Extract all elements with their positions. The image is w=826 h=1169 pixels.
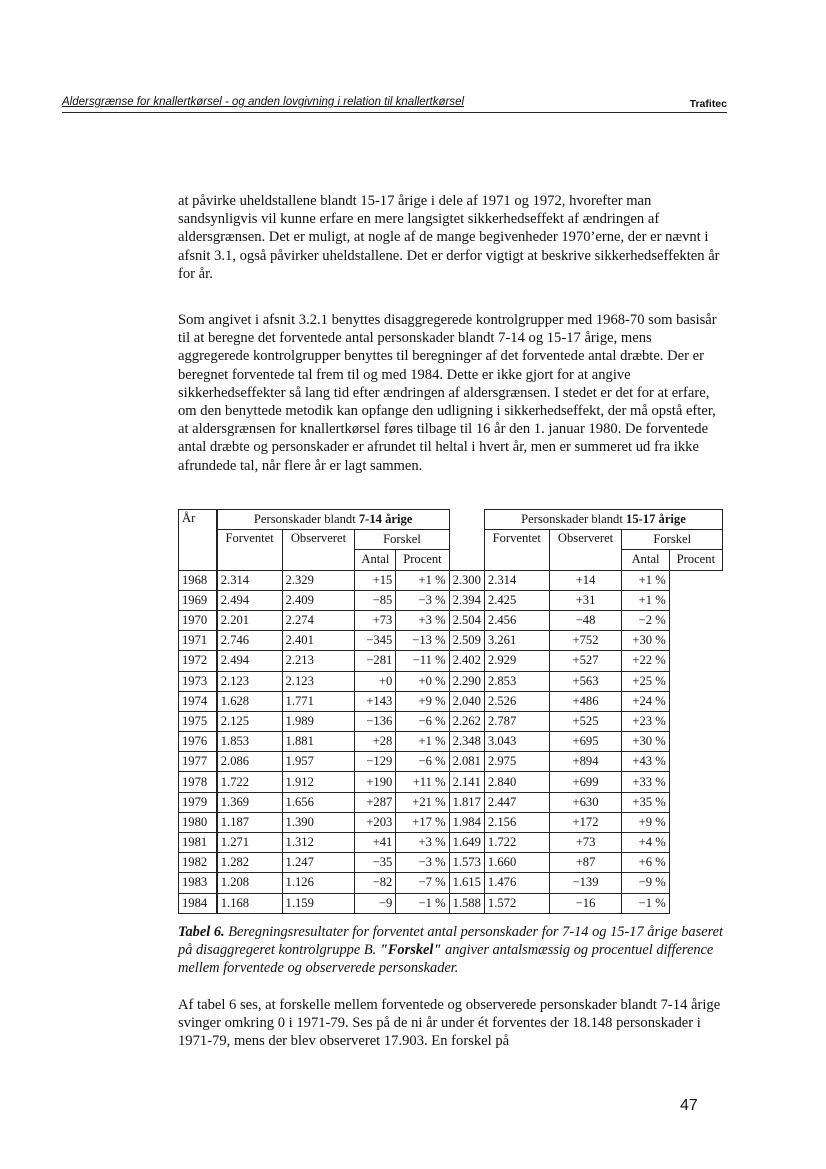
g2-percent-cell: +1 % [622, 590, 669, 610]
g2-percent-header: Procent [669, 550, 722, 570]
table-row [179, 590, 723, 610]
g1-percent-cell: +11 % [396, 772, 449, 792]
g1-percent-cell: +1 % [396, 570, 449, 590]
g1-expected-cell: 2.125 [217, 711, 282, 731]
g2-observed-cell: 2.929 [484, 651, 549, 671]
g2-expected-cell: 1.588 [449, 893, 484, 913]
g2-count-cell: −48 [549, 610, 622, 630]
g1-difference-header: Forskel [355, 530, 449, 550]
g2-expected-cell: 2.402 [449, 651, 484, 671]
g2-count-cell: +87 [549, 853, 622, 873]
table-row [179, 752, 723, 772]
year-cell: 1977 [179, 752, 217, 772]
g2-percent-cell: +6 % [622, 853, 669, 873]
g1-observed-cell: 1.989 [282, 711, 355, 731]
g1-expected-cell: 2.746 [217, 631, 282, 651]
table-row [179, 732, 723, 752]
g1-observed-cell: 2.213 [282, 651, 355, 671]
g2-observed-cell: 2.975 [484, 752, 549, 772]
g1-count-cell: +73 [355, 610, 396, 630]
g2-count-cell: +752 [549, 631, 622, 651]
g2-expected-header: Forventet [484, 530, 549, 570]
g1-percent-cell: −3 % [396, 853, 449, 873]
g2-percent-cell: +22 % [622, 651, 669, 671]
g2-percent-cell: +23 % [622, 711, 669, 731]
g1-count-cell: +28 [355, 732, 396, 752]
g2-expected-cell: 2.081 [449, 752, 484, 772]
g2-observed-cell: 2.787 [484, 711, 549, 731]
g2-observed-cell: 2.156 [484, 812, 549, 832]
g1-expected-cell: 2.086 [217, 752, 282, 772]
g2-percent-cell: +25 % [622, 671, 669, 691]
g2-expected-cell: 1.573 [449, 853, 484, 873]
g2-observed-header: Observeret [549, 530, 622, 570]
g1-count-cell: +0 [355, 671, 396, 691]
g2-count-cell: +525 [549, 711, 622, 731]
g1-expected-cell: 1.168 [217, 893, 282, 913]
g1-expected-cell: 1.208 [217, 873, 282, 893]
year-cell: 1970 [179, 610, 217, 630]
g1-expected-header: Forventet [217, 530, 282, 570]
table-row [179, 570, 723, 590]
g1-observed-cell: 1.312 [282, 833, 355, 853]
g1-observed-cell: 1.159 [282, 893, 355, 913]
g1-expected-cell: 1.369 [217, 792, 282, 812]
g2-observed-cell: 3.261 [484, 631, 549, 651]
g2-observed-cell: 1.572 [484, 893, 549, 913]
g1-percent-cell: +9 % [396, 691, 449, 711]
g2-observed-cell: 1.476 [484, 873, 549, 893]
g1-count-header: Antal [355, 550, 396, 570]
table-row [179, 833, 723, 853]
g2-count-cell: +73 [549, 833, 622, 853]
g1-observed-header: Observeret [282, 530, 355, 570]
g1-observed-cell: 1.912 [282, 772, 355, 792]
page-number: 47 [680, 1097, 698, 1114]
g2-expected-cell: 1.649 [449, 833, 484, 853]
g1-count-cell: +15 [355, 570, 396, 590]
g2-observed-cell: 2.456 [484, 610, 549, 630]
year-header: År [179, 510, 217, 571]
g2-observed-cell: 2.526 [484, 691, 549, 711]
g2-count-cell: +527 [549, 651, 622, 671]
g2-expected-cell: 2.348 [449, 732, 484, 752]
g1-expected-cell: 1.282 [217, 853, 282, 873]
g1-percent-cell: +21 % [396, 792, 449, 812]
g2-observed-cell: 1.660 [484, 853, 549, 873]
g2-expected-cell: 2.300 [449, 570, 484, 590]
g2-percent-cell: +4 % [622, 833, 669, 853]
g1-percent-cell: +3 % [396, 833, 449, 853]
g1-count-cell: +190 [355, 772, 396, 792]
g2-count-cell: +486 [549, 691, 622, 711]
paragraph-3: Af tabel 6 ses, at forskelle mellem forventede og observerede personskader blandt 7-14 årige svinger omkring 0 i 1971-79. Ses på de ni år under ét forventes der 18.148 personskader i 1971-79, mens der blev observeret 17.903. En forskel på [178, 997, 721, 1050]
g1-count-cell: +143 [355, 691, 396, 711]
g2-percent-cell: +33 % [622, 772, 669, 792]
g1-count-cell: −345 [355, 631, 396, 651]
g2-expected-cell: 2.040 [449, 691, 484, 711]
paragraph-2: Som angivet i afsnit 3.2.1 benyttes disaggregerede kontrolgrupper med 1968-70 som basisår til at beregne det forventede antal personskader blandt 7-14 og 15-17 årige, mens aggregerede kontrolgrupper benyttes til beregninger af det forventede antal dræbte. Der er beregnet forventede tal frem til og med 1984. Dette er ikke gjort for at angive sikkerhedseffekter så lang tid efter ændringen af aldersgrænsen. I stedet er det for at erfare, om den benyttede metodik kan opfange den udligning i sikkerhedseffekt, der må opstå efter, at aldersgrænsen for knallertkørsel føres tilbage til 16 år den 1. januar 1980. De forventede antal dræbte og personskader er afrundet til heltal i hvert år, men er summeret ud fra ikke afrundede tal, når flere år er lagt sammen. [178, 312, 717, 474]
year-cell: 1980 [179, 812, 217, 832]
g2-observed-cell: 1.722 [484, 833, 549, 853]
table-row [179, 711, 723, 731]
g2-percent-cell: −2 % [622, 610, 669, 630]
table-row [179, 812, 723, 832]
g2-observed-cell: 2.840 [484, 772, 549, 792]
g1-observed-cell: 1.881 [282, 732, 355, 752]
page-header [62, 94, 727, 113]
g1-count-cell: +41 [355, 833, 396, 853]
g2-observed-cell: 2.853 [484, 671, 549, 691]
g1-count-cell: +203 [355, 812, 396, 832]
g1-percent-cell: −6 % [396, 711, 449, 731]
table-row [179, 631, 723, 651]
year-cell: 1968 [179, 570, 217, 590]
g2-expected-cell: 1.984 [449, 812, 484, 832]
g2-expected-cell: 1.615 [449, 873, 484, 893]
g1-observed-cell: 2.329 [282, 570, 355, 590]
year-cell: 1973 [179, 671, 217, 691]
g1-count-cell: −281 [355, 651, 396, 671]
group1-header: Personskader blandt 7-14 årige [217, 510, 449, 530]
year-cell: 1979 [179, 792, 217, 812]
g2-count-cell: −139 [549, 873, 622, 893]
table-row [179, 873, 723, 893]
table-row [179, 893, 723, 913]
g2-percent-cell: +30 % [622, 631, 669, 651]
g1-percent-cell: −7 % [396, 873, 449, 893]
g1-expected-cell: 2.201 [217, 610, 282, 630]
year-cell: 1984 [179, 893, 217, 913]
table-row [179, 853, 723, 873]
g1-count-cell: −35 [355, 853, 396, 873]
g1-observed-cell: 2.123 [282, 671, 355, 691]
g2-count-cell: +172 [549, 812, 622, 832]
year-cell: 1974 [179, 691, 217, 711]
table-row [179, 671, 723, 691]
year-cell: 1971 [179, 631, 217, 651]
g1-expected-cell: 2.314 [217, 570, 282, 590]
g1-observed-cell: 1.247 [282, 853, 355, 873]
g2-observed-cell: 3.043 [484, 732, 549, 752]
g1-observed-cell: 2.401 [282, 631, 355, 651]
g2-percent-cell: +9 % [622, 812, 669, 832]
g2-percent-cell: +43 % [622, 752, 669, 772]
table-caption: Tabel 6. Beregningsresultater for forventet antal personskader for 7-14 og 15-17 årige baseret på disaggregeret kontrolgruppe B. "Forskel" angiver antalsmæssig og procentuel difference mellem forventede og observerede personskader. [178, 924, 724, 976]
year-cell: 1976 [179, 732, 217, 752]
g2-count-cell: +31 [549, 590, 622, 610]
g1-count-cell: −9 [355, 893, 396, 913]
g1-count-cell: −85 [355, 590, 396, 610]
g2-count-cell: +894 [549, 752, 622, 772]
g2-percent-cell: −1 % [622, 893, 669, 913]
g2-percent-cell: +1 % [622, 570, 669, 590]
year-cell: 1978 [179, 772, 217, 792]
g2-count-cell: −16 [549, 893, 622, 913]
g2-count-cell: +14 [549, 570, 622, 590]
header-title: Aldersgrænse for knallertkørsel - og anden lovgivning i relation til knallertkørsel [62, 96, 465, 108]
g1-expected-cell: 1.722 [217, 772, 282, 792]
g2-expected-cell: 2.509 [449, 631, 484, 651]
g1-observed-cell: 2.274 [282, 610, 355, 630]
year-cell: 1972 [179, 651, 217, 671]
g1-observed-cell: 1.656 [282, 792, 355, 812]
g2-expected-cell: 2.394 [449, 590, 484, 610]
g1-percent-cell: +0 % [396, 671, 449, 691]
year-cell: 1983 [179, 873, 217, 893]
g1-count-cell: −136 [355, 711, 396, 731]
g1-count-cell: −129 [355, 752, 396, 772]
g1-count-cell: +287 [355, 792, 396, 812]
g2-count-cell: +630 [549, 792, 622, 812]
g1-percent-cell: −1 % [396, 893, 449, 913]
injury-table [178, 509, 723, 914]
g2-difference-header: Forskel [622, 530, 723, 550]
g1-percent-cell: +3 % [396, 610, 449, 630]
year-cell: 1982 [179, 853, 217, 873]
year-cell: 1969 [179, 590, 217, 610]
g2-count-header: Antal [622, 550, 669, 570]
g1-expected-cell: 2.494 [217, 651, 282, 671]
group2-header: Personskader blandt 15-17 årige [484, 510, 722, 530]
g1-percent-cell: +1 % [396, 732, 449, 752]
g1-percent-cell: −3 % [396, 590, 449, 610]
g2-observed-cell: 2.314 [484, 570, 549, 590]
g1-expected-cell: 1.187 [217, 812, 282, 832]
g2-count-cell: +699 [549, 772, 622, 792]
g1-observed-cell: 2.409 [282, 590, 355, 610]
g1-percent-cell: +17 % [396, 812, 449, 832]
g2-percent-cell: +30 % [622, 732, 669, 752]
g1-observed-cell: 1.771 [282, 691, 355, 711]
g1-expected-cell: 2.123 [217, 671, 282, 691]
g2-percent-cell: −9 % [622, 873, 669, 893]
g2-expected-cell: 2.141 [449, 772, 484, 792]
g2-percent-cell: +24 % [622, 691, 669, 711]
year-cell: 1981 [179, 833, 217, 853]
paragraph-1: at påvirke uheldstallene blandt 15-17 årige i dele af 1971 og 1972, hvorefter man sandsynligvis vil kunne erfare en mere langsigtet sikkerhedseffekt af ændringen af aldersgrænsen. Det er muligt, at nogle af de mange begivenheder 1970’erne, der er nævnt i afsnit 3.1, også påvirker uheldstallene. Det er derfor vigtigt at beskrive sikkerhedseffekten år for år. [178, 193, 720, 282]
table-row [179, 772, 723, 792]
g2-percent-cell: +35 % [622, 792, 669, 812]
g1-observed-cell: 1.957 [282, 752, 355, 772]
table-row [179, 691, 723, 711]
g2-count-cell: +695 [549, 732, 622, 752]
g2-expected-cell: 1.817 [449, 792, 484, 812]
g1-expected-cell: 1.853 [217, 732, 282, 752]
g2-expected-cell: 2.262 [449, 711, 484, 731]
g1-observed-cell: 1.390 [282, 812, 355, 832]
g1-percent-header: Procent [396, 550, 449, 570]
g2-observed-cell: 2.447 [484, 792, 549, 812]
table-row [179, 610, 723, 630]
table-row [179, 651, 723, 671]
table-row [179, 792, 723, 812]
g2-count-cell: +563 [549, 671, 622, 691]
header-company: Trafitec [689, 98, 727, 110]
g1-count-cell: −82 [355, 873, 396, 893]
g2-expected-cell: 2.504 [449, 610, 484, 630]
g1-percent-cell: −11 % [396, 651, 449, 671]
year-cell: 1975 [179, 711, 217, 731]
g1-observed-cell: 1.126 [282, 873, 355, 893]
g1-percent-cell: −13 % [396, 631, 449, 651]
g2-expected-cell: 2.290 [449, 671, 484, 691]
g1-percent-cell: −6 % [396, 752, 449, 772]
g1-expected-cell: 1.271 [217, 833, 282, 853]
g2-observed-cell: 2.425 [484, 590, 549, 610]
g1-expected-cell: 2.494 [217, 590, 282, 610]
g1-expected-cell: 1.628 [217, 691, 282, 711]
